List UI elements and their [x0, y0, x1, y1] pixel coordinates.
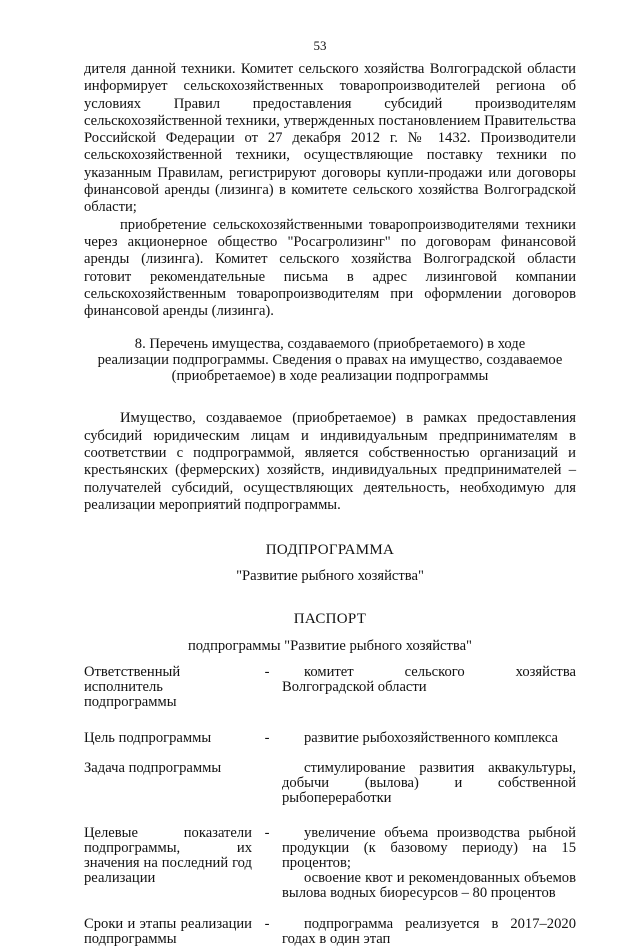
- passport-row-label: Задача подпрограммы: [84, 760, 222, 777]
- section-8-heading-line: 8. Перечень имущества, создаваемого (приобретаемого) в ходе: [134, 336, 526, 353]
- page-content: [84, 61, 576, 947]
- passport-row-value: [282, 665, 576, 695]
- passport-row-label: Целевые показатели подпрограммы, их значения на последний год реализации: [84, 825, 252, 887]
- passport-row-dash: -: [264, 664, 270, 681]
- passport-title: ПАСПОРТ: [293, 610, 367, 627]
- passport-row-value-text: развитие рыбохозяйственного комплекса: [304, 730, 558, 747]
- passport-row-value: [282, 826, 576, 901]
- passport-row-value-text: стимулирование развития аквакультуры, добычи (вылова) и собственной рыбопереработки: [282, 760, 576, 807]
- passport-subtitle: подпрограммы "Развитие рыбного хозяйства": [187, 638, 473, 655]
- passport-row-value-text: увеличение объема производства рыбной продукции (к базовому периоду) на 15 процентов;: [282, 825, 576, 872]
- subprogram-name: "Развитие рыбного хозяйства": [236, 567, 424, 584]
- passport-row-dash: -: [264, 730, 270, 747]
- passport-row-value: [282, 917, 576, 947]
- paragraph-continuation: дителя данной техники. Комитет сельского хозяйства Волгоградской области информирует сельскохозяйственных товаропроизводителей региона об условиях Правил предоставления субсидий производителям сельскохозяйственной техники, утвержденных постановлением Правительства Российской Федерации от 27 декабря 2012 г. № 1432. Производители сельскохозяйственной техники, осуществляющие поставку техники по указанным Правилам, регистрируют договоры купли-продажи или договоры финансовой аренды (лизинга) в комитете сельского хозяйства Волгоградской области;: [84, 61, 576, 216]
- passport-row-responsible: [84, 665, 576, 710]
- paragraph-leasing: приобретение сельскохозяйственными товаропроизводителями техники через акционерное общество "Росагролизинг" по договорам финансовой аренды (лизинга). Комитет сельского хозяйства Волгоградской области готовит рекомендательные письма в адрес лизинговой компании сельскохозяйственным товаропроизводителям при оформлении договоров финансовой аренды (лизинга).: [84, 216, 576, 320]
- passport-row-value-text: комитет сельского хозяйства Волгоградской области: [282, 664, 576, 696]
- passport-row-dash: -: [264, 825, 270, 842]
- passport-row-timeline: [84, 917, 576, 947]
- passport-row-label: Сроки и этапы реализации подпрограммы: [84, 916, 252, 947]
- passport-row-value: [282, 731, 576, 746]
- passport-row-goal: [84, 731, 576, 746]
- passport-row-dash: -: [264, 916, 270, 933]
- section-8-heading-line: реализации подпрограммы. Сведения о правах на имущество, создаваемое: [97, 352, 563, 369]
- page-number: 53: [313, 38, 327, 53]
- subprogram-title: ПОДПРОГРАММА: [265, 542, 395, 559]
- passport-row-targets: [84, 826, 576, 901]
- passport-row-value-text: освоение квот и рекомендованных объемов вылова водных биоресурсов – 80 процентов: [282, 870, 576, 902]
- passport-row-label: Цель подпрограммы: [84, 730, 212, 747]
- passport-row-task: [84, 761, 576, 806]
- passport-row-value: [282, 761, 576, 806]
- paragraph-property: Имущество, создаваемое (приобретаемое) в рамках предоставления субсидий юридическим лицам и индивидуальным предпринимателям в соответствии с подпрограммой, является собственностью организаций и крестьянских (фермерских) хозяйств, индивидуальных предпринимателей – получателей субсидий, осуществляющих деятельность, необходимую для реализации мероприятий подпрограммы.: [84, 410, 576, 513]
- passport-row-value-text: подпрограмма реализуется в 2017–2020 годах в один этап: [282, 916, 576, 947]
- passport-row-label: Ответственный исполнитель подпрограммы: [84, 664, 181, 711]
- section-8-heading: [84, 336, 576, 384]
- section-8-heading-line: (приобретаемое) в ходе реализации подпрограммы: [171, 368, 489, 385]
